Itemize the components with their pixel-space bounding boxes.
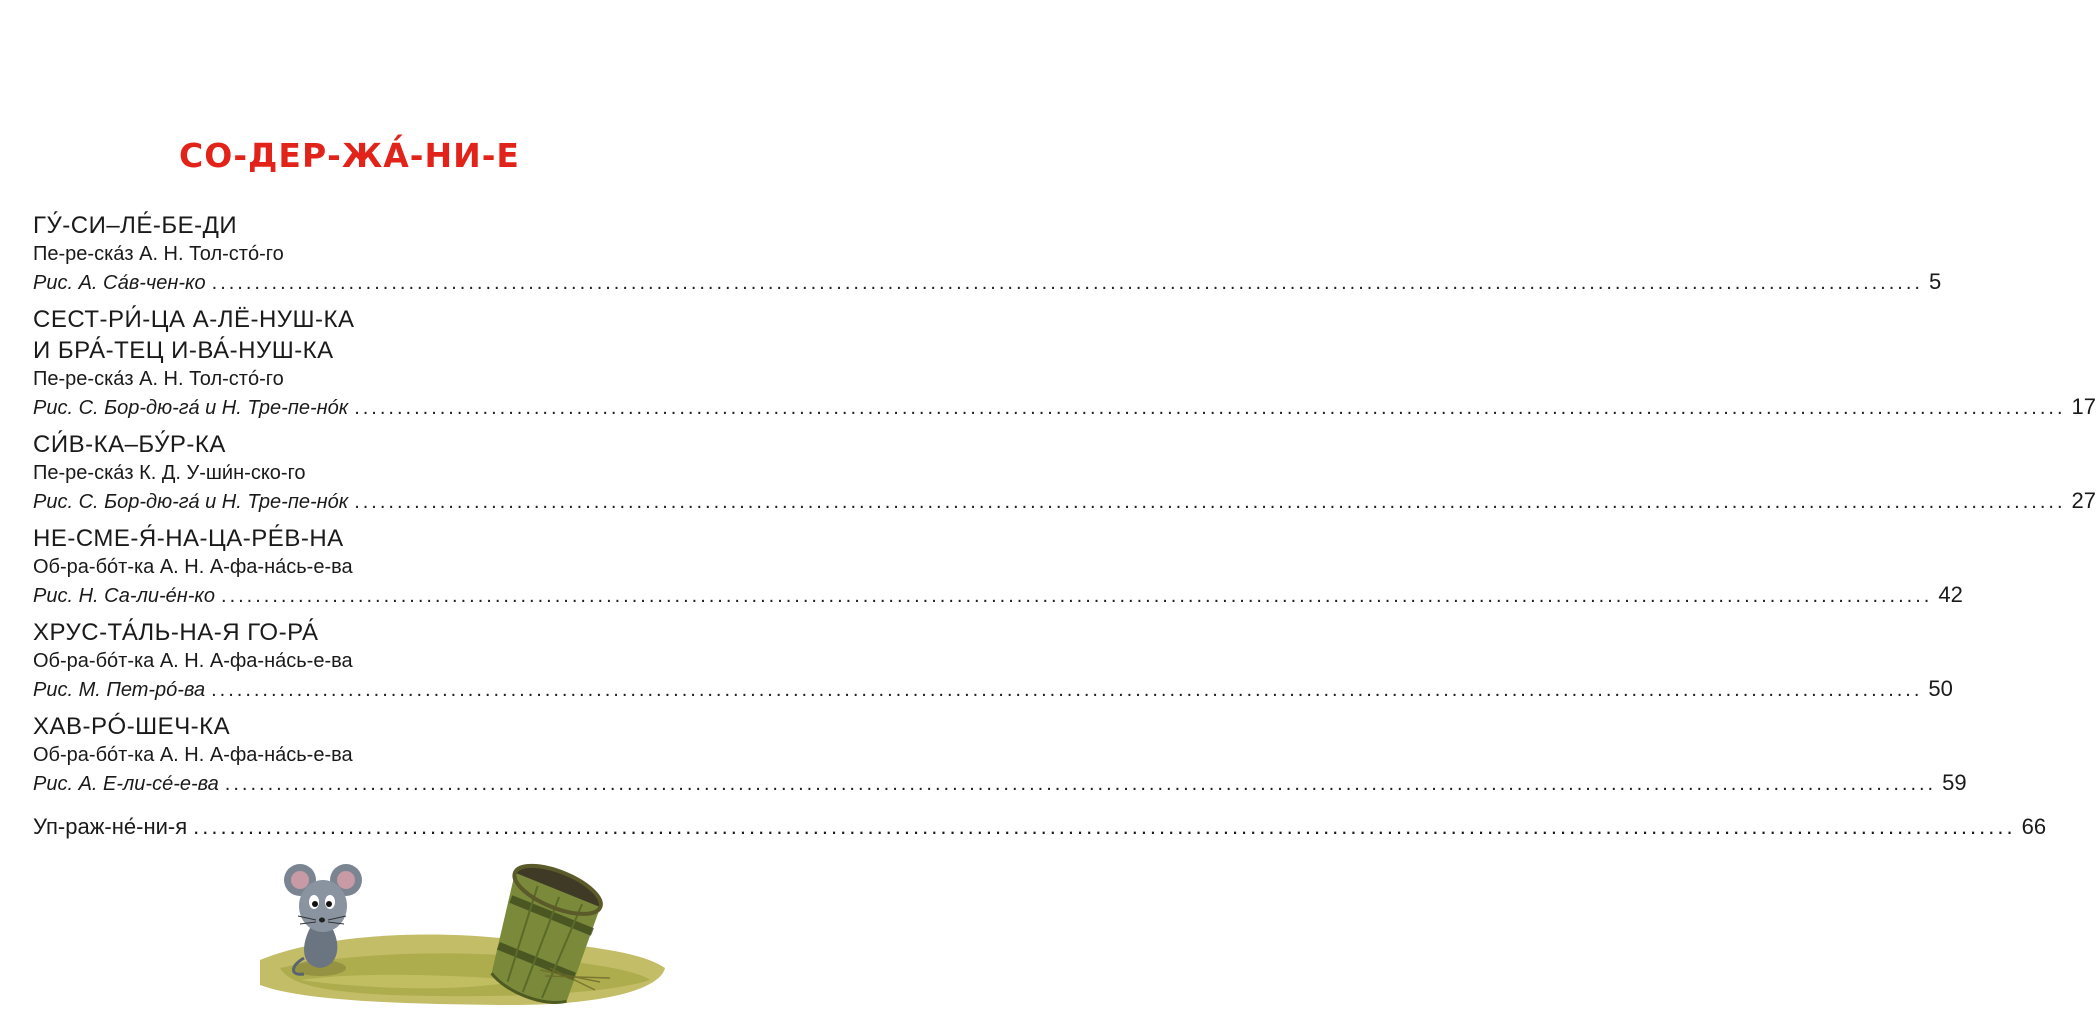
entry-title: СИ́В-КА–БУ́Р-КА [33, 431, 226, 458]
entry-line [33, 487, 2096, 516]
entry-line [33, 675, 1953, 704]
dot-leader: ........................................................................................................................................................................................................ [224, 773, 1937, 795]
dot-leader: ........................................................................................................................................................................................................ [354, 491, 2066, 513]
entry-subtitle: Об-ра-бóт-ка А. Н. А-фа-на́сь-е-ва [33, 556, 353, 578]
entry-page-number: 50 [1928, 676, 1953, 701]
dot-leader: ........................................................................................................................................................................................................ [221, 585, 1933, 607]
entry-title: ХРУС-ТА́ЛЬ-НА-Я ГО-РА́ [33, 619, 319, 646]
entry-illustrator: Рис. С. Бор-дю-га́ и Н. Тре-пе-нóк [33, 397, 349, 419]
entry-illustrator: Рис. С. Бор-дю-га́ и Н. Тре-пе-нóк [33, 491, 349, 513]
entry-illustrator: Рис. М. Пет-рó-ва [33, 679, 206, 701]
entry-illustrator: Рис. Н. Са-ли-е́н-ко [33, 585, 216, 607]
entry-page-number: 42 [1938, 582, 1963, 607]
page-title: СО-ДЕР-ЖА́-НИ-Е [179, 136, 520, 175]
entry-page-number: 17 [2071, 394, 2096, 419]
entry-subtitle: Пе-ре-ска́з А. Н. Тол-стó-го [33, 368, 284, 390]
entry-page-number: 27 [2071, 488, 2096, 513]
exercises-page-number: 66 [2021, 814, 2047, 839]
entry-title: ГУ́-СИ–ЛЕ́-БЕ-ДИ [33, 212, 238, 239]
entry-subtitle: Об-ра-бóт-ка А. Н. А-фа-на́сь-е-ва [33, 650, 353, 672]
toc-entry[interactable] [33, 210, 1942, 297]
entry-page-number: 59 [1942, 770, 1967, 795]
entry-title-line-2: И БРА́-ТЕЦ И-ВА́-НУШ-КА [33, 337, 334, 364]
table-of-contents [33, 210, 2096, 842]
exercises-label: Уп-раж-не́-ни-я [33, 814, 188, 839]
toc-entry-exercises[interactable] [33, 812, 2047, 842]
entry-line [33, 268, 1942, 297]
mouse-and-bucket-icon [240, 840, 670, 1010]
entry-illustrator: Рис. А. Е-ли-се́-е-ва [33, 773, 219, 795]
entry-title: ХАВ-РÓ-ШЕЧ-КА [33, 713, 231, 740]
dot-leader: ........................................................................................................................................................................................................ [354, 397, 2066, 419]
entry-subtitle: Пе-ре-ска́з А. Н. Тол-стó-го [33, 243, 284, 265]
toc-entry[interactable] [33, 523, 1963, 610]
toc-entry[interactable] [33, 304, 2096, 422]
entry-title: СЕСТ-РИ́-ЦА А-ЛЁ-НУШ-КА [33, 306, 355, 333]
entry-subtitle: Пе-ре-ска́з К. Д. У-ши́н-ско-го [33, 462, 306, 484]
dot-leader: ........................................................................................................................................................................................................ [193, 814, 2016, 839]
toc-entry[interactable] [33, 429, 2096, 516]
entry-title: НЕ-СМЕ-Я́-НА-ЦА-РЕ́В-НА [33, 525, 344, 552]
dot-leader: ........................................................................................................................................................................................................ [211, 272, 1923, 294]
entry-page-number: 5 [1928, 269, 1942, 294]
entry-illustrator: Рис. А. Са́в-чен-ко [33, 272, 206, 294]
entry-line [33, 393, 2096, 422]
entry-line [33, 581, 1963, 610]
toc-entry[interactable] [33, 711, 1967, 798]
dot-leader: ........................................................................................................................................................................................................ [211, 679, 1923, 701]
entry-subtitle: Об-ра-бóт-ка А. Н. А-фа-на́сь-е-ва [33, 744, 353, 766]
toc-entry[interactable] [33, 617, 1953, 704]
entry-line [33, 769, 1967, 798]
